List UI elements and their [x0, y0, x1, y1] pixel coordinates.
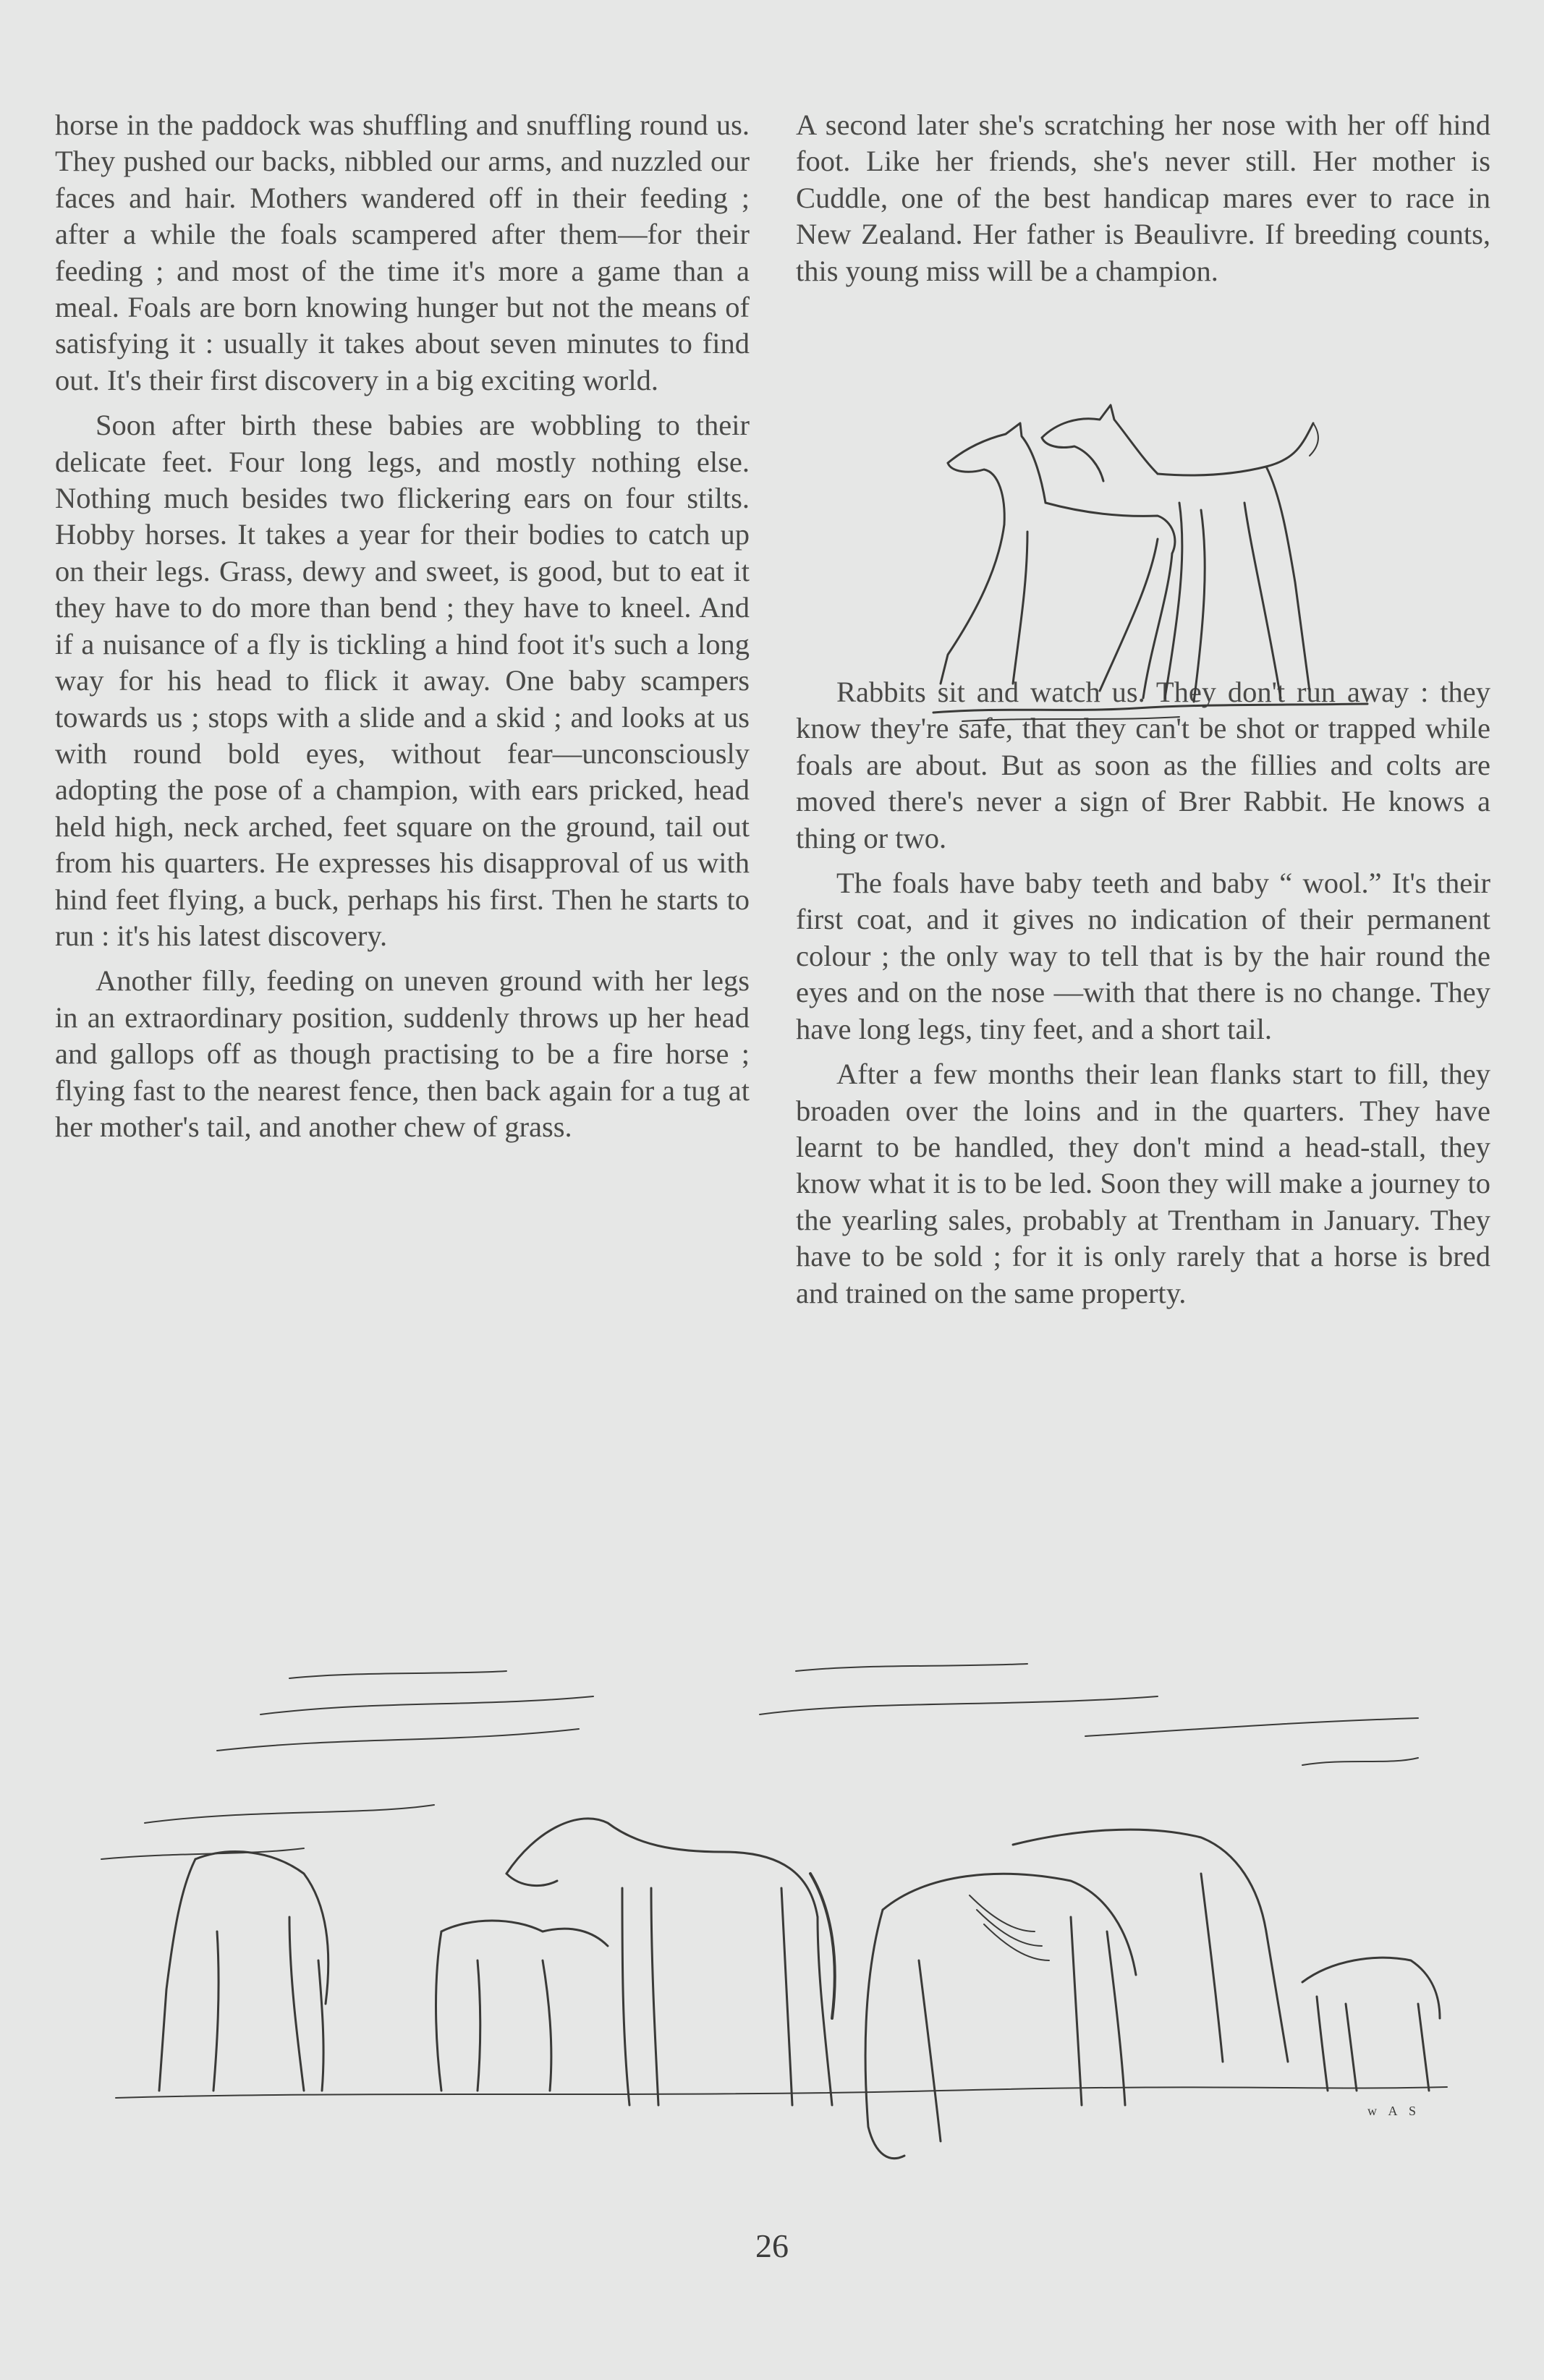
grazing-herd-illustration	[72, 1657, 1505, 2214]
left-paragraph-3: Another filly, feeding on uneven ground with her legs in an extraordinary position, suddenly throws up her head and gallops off as though practising to be a fire horse ; flying fast to the nearest fence, then back again for a tug at her mother's tail, and another chew of grass.	[55, 964, 750, 1143]
left-paragraph-2: Soon after birth these babies are wobbling to their delicate feet. Four long legs, and mostly nothing else. Nothing much besides two flickering ears on four stilts. Hobby horses. It takes a year for their bodies to catch up on their legs. Grass, dewy and sweet, is good, but to eat it they have to do more than bend ; they have to kneel. And if a nuisance of a fly is tickling a hind foot it's such a long way for his head to flick it away. One baby scampers towards us ; stops with a slide and a skid ; and looks at us with round bold eyes, without fear—unconsciously adopting the pose of a champion, with ears pricked, head held high, neck arched, feet square on the ground, tail out from his quarters. He expresses his disapproval of us with hind feet flying, a buck, perhaps his first. Then he starts to run : it's his latest discovery.	[55, 409, 750, 952]
right-paragraph-1: A second later she's scratching her nose with her off hind foot. Like her friends, she's never still. Her mother is Cuddle, one of the best handicap mares ever to race in New Zealand. Her father is Beaulivre. If breeding counts, this young miss will be a champion.	[796, 109, 1490, 287]
two-foals-drawing	[919, 394, 1382, 734]
artist-signature: w A S	[1367, 2104, 1421, 2118]
herd-drawing	[72, 1657, 1505, 2214]
left-column	[55, 107, 750, 1154]
right-paragraph-4: After a few months their lean flanks start to fill, they broaden over the loins and in the quarters. They have learnt to be handled, they don't mind a head-stall, they know what it is to be led. Soon they will make a journey to the yearling sales, probably at Trentham in January. They have to be sold ; for it is only rarely that a horse is bred and trained on the same property.	[796, 1058, 1490, 1309]
right-paragraph-2: Rabbits sit and watch us. They don't run away : they know they're safe, that they can't be shot or trapped while foals are about. But as soon as the fillies and colts are moved there's never a sign of Brer Rabbit. He knows a thing or two.	[796, 676, 1490, 854]
right-paragraph-3: The foals have baby teeth and baby “ wool.” It's their first coat, and it gives no indication of their permanent colour ; the only way to tell that is by the hair round the eyes and on the nose —with that there is no change. They have long legs, tiny feet, and a short tail.	[796, 867, 1490, 1045]
two-foals-illustration	[919, 394, 1382, 734]
left-paragraph-1: horse in the paddock was shuffling and snuffling round us. They pushed our backs, nibbled our arms, and nuzzled our faces and hair. Mothers wandered off in their feeding ; after a while the foals scampered after them—for their feeding ; and most of the time it's more a game than a meal. Foals are born knowing hunger but not the means of satisfying it : usually it takes about seven minutes to find out. It's their first discovery in a big exciting world.	[55, 109, 750, 396]
page-number: 26	[755, 2227, 789, 2264]
